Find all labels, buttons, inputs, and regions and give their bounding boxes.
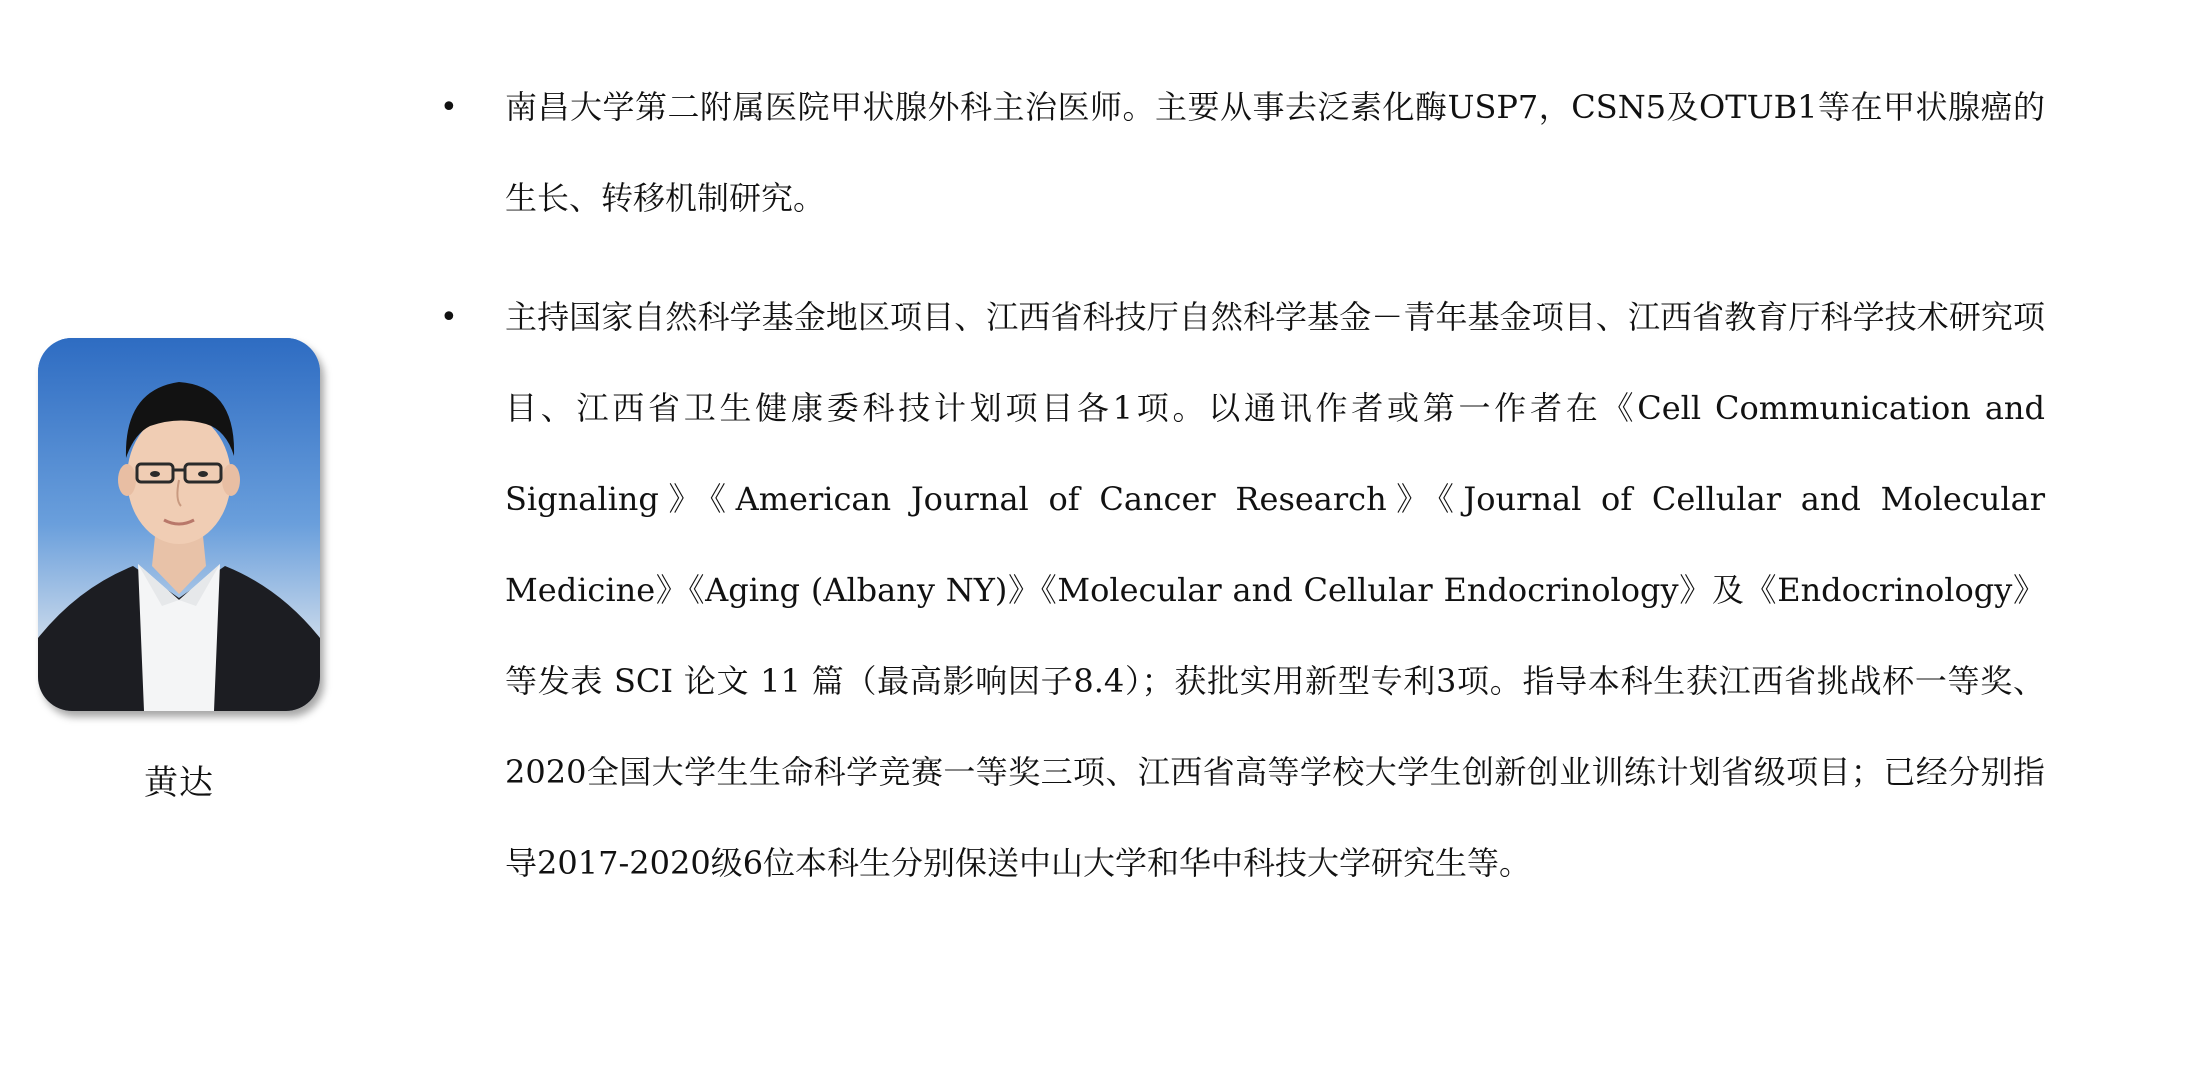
bio-item-achievements — [440, 272, 2045, 909]
bio-text-position: 南昌大学第二附属医院甲状腺外科主治医师。主要从事去泛素化酶USP7，CSN5及OTUB1等在甲状腺癌的生长、转移机制研究。 — [505, 88, 2045, 217]
portrait-image — [38, 338, 320, 711]
bio-item-position — [440, 62, 2045, 244]
bio-list — [440, 62, 2045, 937]
profile-photo — [38, 338, 320, 711]
bio-text-achievements: 主持国家自然科学基金地区项目、江西省科技厅自然科学基金－青年基金项目、江西省教育厅科学技术研究项目、江西省卫生健康委科技计划项目各1项。以通讯作者或第一作者在《Cell Communication and Signaling》《American Journal of Cancer Research》《Journal of Cellular and Molecular Medicine》《Aging (Albany NY)》《Molecular and Cellular Endocrinology》及《Endocrinology》等发表 SCI 论文 11 篇（最高影响因子8.4）；获批实用新型专利3项。指导本科生获江西省挑战杯一等奖、2020全国大学生生命科学竞赛一等奖三项、江西省高等学校大学生创新创业训练计划省级项目；已经分别指导2017-2020级6位本科生分别保送中山大学和华中科技大学研究生等。 — [505, 298, 2045, 882]
bullet-icon: • — [440, 300, 458, 335]
person-name: 黄达 — [144, 763, 214, 803]
bullet-icon: • — [440, 90, 458, 125]
